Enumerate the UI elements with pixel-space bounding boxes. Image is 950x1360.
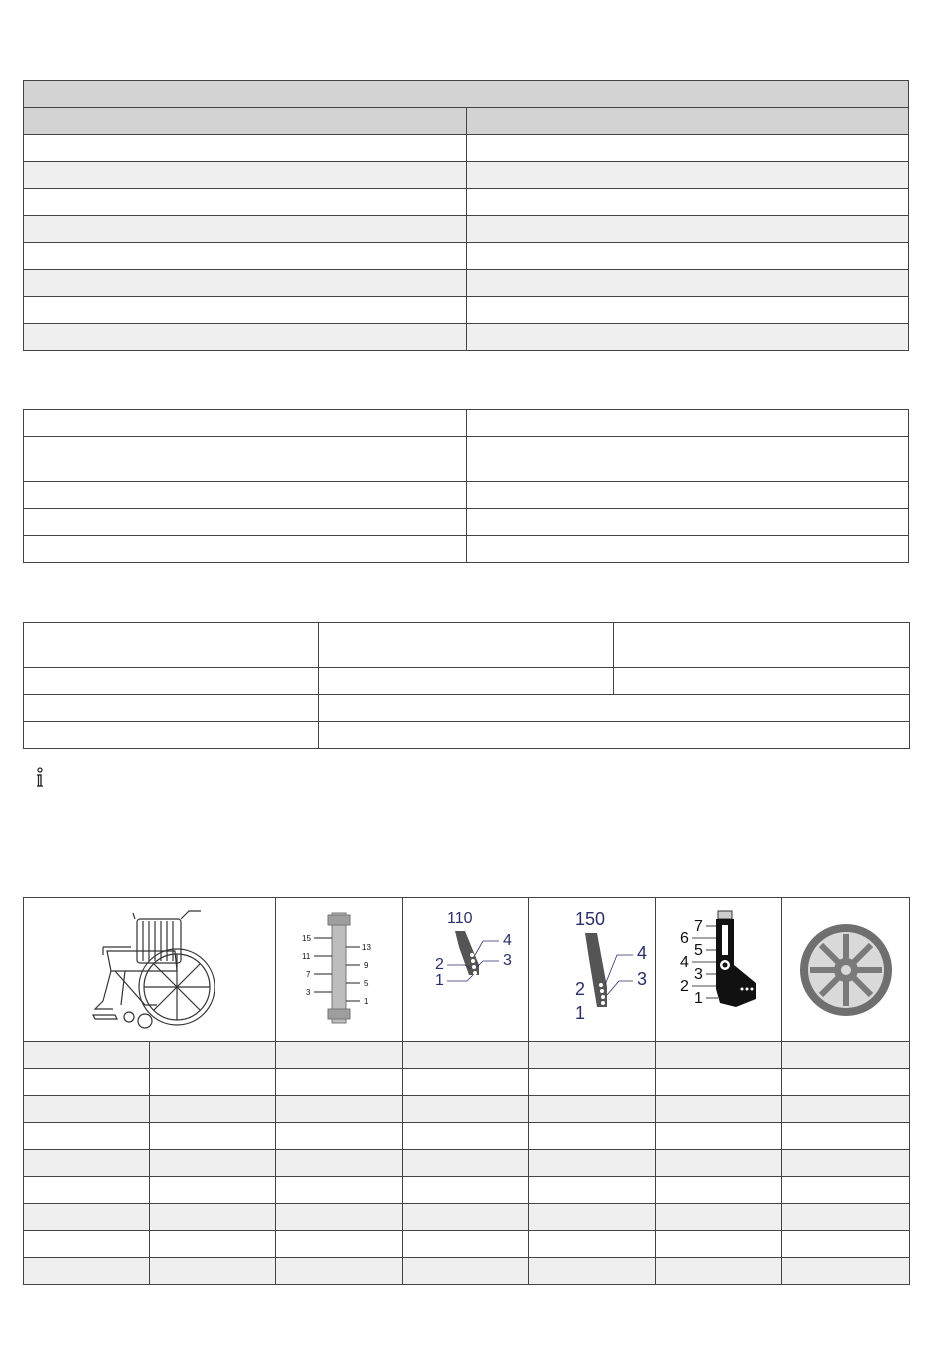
table-row bbox=[24, 1042, 910, 1069]
table-cell bbox=[150, 1204, 276, 1231]
table-cell bbox=[276, 1258, 403, 1285]
table-cell bbox=[24, 1123, 150, 1150]
table-cell bbox=[656, 1069, 782, 1096]
table-cell bbox=[150, 1231, 276, 1258]
table-row bbox=[24, 324, 909, 351]
table-cell bbox=[467, 410, 909, 437]
table-cell bbox=[529, 1096, 656, 1123]
hole-label: 13 bbox=[362, 942, 371, 952]
table-cell bbox=[529, 1069, 656, 1096]
table-cell bbox=[782, 1204, 910, 1231]
table-cell bbox=[24, 410, 467, 437]
table-cell bbox=[614, 668, 910, 695]
table-cell bbox=[656, 1150, 782, 1177]
wheelchair-figure-cell bbox=[24, 898, 276, 1042]
table-cell bbox=[24, 482, 467, 509]
axle-position-label: 7 bbox=[693, 917, 703, 935]
table-row bbox=[24, 189, 909, 216]
table-cell bbox=[150, 1150, 276, 1177]
table-cell bbox=[467, 437, 909, 482]
table-row bbox=[24, 536, 909, 563]
fork-position-label: 2 bbox=[575, 978, 586, 999]
table-cell bbox=[656, 1096, 782, 1123]
table-cell bbox=[467, 482, 909, 509]
table-cell bbox=[24, 722, 319, 749]
spec-table-3 bbox=[23, 622, 910, 749]
table-cell bbox=[529, 1150, 656, 1177]
table-cell bbox=[150, 1096, 276, 1123]
table-cell bbox=[150, 1177, 276, 1204]
axle-plate-diagram bbox=[664, 903, 774, 1037]
header-cell bbox=[466, 108, 909, 135]
table-cell bbox=[319, 722, 910, 749]
fork-position-label: 3 bbox=[502, 951, 512, 969]
fork-150-figure-cell bbox=[529, 898, 656, 1042]
table-cell bbox=[782, 1123, 910, 1150]
table-cell bbox=[276, 1204, 403, 1231]
table-title-cell bbox=[24, 81, 909, 108]
hole-label: 3 bbox=[306, 987, 311, 997]
table-cell bbox=[24, 324, 467, 351]
table-row bbox=[24, 1258, 910, 1285]
table-row bbox=[24, 1177, 910, 1204]
table-cell bbox=[24, 695, 319, 722]
table-cell bbox=[24, 623, 319, 668]
table-cell bbox=[466, 216, 909, 243]
table-row bbox=[24, 695, 910, 722]
table-cell bbox=[276, 1042, 403, 1069]
table-cell bbox=[276, 1123, 403, 1150]
table-cell bbox=[24, 1177, 150, 1204]
hole-label: 7 bbox=[306, 969, 311, 979]
table-cell bbox=[782, 1177, 910, 1204]
table-cell bbox=[24, 1150, 150, 1177]
table-cell bbox=[656, 1258, 782, 1285]
fork-position-label: 4 bbox=[637, 942, 647, 963]
figure-row bbox=[24, 898, 910, 1042]
table-cell bbox=[24, 1231, 150, 1258]
fork-position-label: 1 bbox=[575, 1002, 586, 1023]
fork-size-label: 110 bbox=[446, 909, 473, 927]
axle-position-label: 6 bbox=[679, 929, 689, 947]
hole-label: 9 bbox=[364, 960, 369, 970]
axle-plate-figure-cell bbox=[656, 898, 782, 1042]
table-cell bbox=[529, 1204, 656, 1231]
table-cell bbox=[782, 1150, 910, 1177]
table-row bbox=[24, 1150, 910, 1177]
table-cell bbox=[656, 1204, 782, 1231]
table-header-row bbox=[24, 108, 909, 135]
table-cell bbox=[466, 324, 909, 351]
spec-table-1 bbox=[23, 80, 909, 351]
hole-label: 5 bbox=[364, 978, 369, 988]
table-cell bbox=[319, 695, 910, 722]
spec-table-2 bbox=[23, 409, 909, 563]
table-row bbox=[24, 1096, 910, 1123]
table-cell bbox=[150, 1042, 276, 1069]
table-cell bbox=[466, 162, 909, 189]
table-cell bbox=[529, 1042, 656, 1069]
table-cell bbox=[24, 162, 467, 189]
table-cell bbox=[529, 1177, 656, 1204]
info-icon bbox=[33, 767, 47, 789]
table-row bbox=[24, 270, 909, 297]
table-row bbox=[24, 216, 909, 243]
wheelchair-illustration bbox=[85, 905, 215, 1035]
axle-position-label: 3 bbox=[693, 965, 703, 983]
seat-rail-holes-diagram bbox=[284, 905, 394, 1035]
wheel-figure-cell bbox=[782, 898, 910, 1042]
table-cell bbox=[403, 1150, 529, 1177]
castor-fork-150-diagram bbox=[537, 903, 647, 1037]
table-cell bbox=[150, 1258, 276, 1285]
table-cell bbox=[403, 1096, 529, 1123]
table-row bbox=[24, 482, 909, 509]
table-cell bbox=[24, 1069, 150, 1096]
table-cell bbox=[24, 243, 467, 270]
table-cell bbox=[24, 270, 467, 297]
table-row bbox=[24, 1231, 910, 1258]
table-cell bbox=[24, 437, 467, 482]
table-row bbox=[24, 297, 909, 324]
axle-position-label: 4 bbox=[679, 953, 689, 971]
axle-position-label: 2 bbox=[679, 977, 689, 995]
hole-label: 15 bbox=[302, 933, 311, 943]
table-cell bbox=[782, 1231, 910, 1258]
table-cell bbox=[403, 1177, 529, 1204]
table-cell bbox=[656, 1177, 782, 1204]
table-cell bbox=[276, 1177, 403, 1204]
table-cell bbox=[150, 1069, 276, 1096]
axle-position-label: 5 bbox=[693, 941, 703, 959]
table-cell bbox=[319, 668, 614, 695]
table-cell bbox=[782, 1258, 910, 1285]
table-cell bbox=[276, 1150, 403, 1177]
hole-label: 11 bbox=[302, 951, 311, 961]
table-cell bbox=[319, 623, 614, 668]
table-cell bbox=[24, 1042, 150, 1069]
seat-rail-figure-cell bbox=[276, 898, 403, 1042]
table-cell bbox=[403, 1204, 529, 1231]
table-row bbox=[24, 243, 909, 270]
hole-label: 1 bbox=[364, 996, 369, 1006]
table-title-row bbox=[24, 81, 909, 108]
table-row bbox=[24, 623, 910, 668]
table-cell bbox=[276, 1231, 403, 1258]
table-cell bbox=[529, 1258, 656, 1285]
table-cell bbox=[467, 509, 909, 536]
table-cell bbox=[782, 1096, 910, 1123]
fork-position-label: 1 bbox=[434, 971, 444, 989]
table-cell bbox=[782, 1069, 910, 1096]
table-cell bbox=[466, 243, 909, 270]
table-cell bbox=[467, 536, 909, 563]
table-row bbox=[24, 437, 909, 482]
table-cell bbox=[656, 1123, 782, 1150]
table-cell bbox=[276, 1096, 403, 1123]
table-cell bbox=[466, 297, 909, 324]
wheel-icon bbox=[796, 920, 896, 1020]
table-row bbox=[24, 162, 909, 189]
fork-size-label: 150 bbox=[575, 908, 606, 929]
table-cell bbox=[466, 135, 909, 162]
castor-fork-110-diagram bbox=[411, 903, 521, 1037]
table-cell bbox=[403, 1069, 529, 1096]
table-cell bbox=[276, 1069, 403, 1096]
table-cell bbox=[782, 1042, 910, 1069]
table-cell bbox=[24, 216, 467, 243]
table-row bbox=[24, 1123, 910, 1150]
table-cell bbox=[24, 668, 319, 695]
configuration-table bbox=[23, 897, 910, 1285]
header-cell bbox=[24, 108, 467, 135]
fork-110-figure-cell bbox=[403, 898, 529, 1042]
table-cell bbox=[24, 189, 467, 216]
table-cell bbox=[403, 1231, 529, 1258]
table-cell bbox=[529, 1123, 656, 1150]
table-cell bbox=[24, 509, 467, 536]
fork-position-label: 3 bbox=[637, 968, 647, 989]
table-row bbox=[24, 668, 910, 695]
table-cell bbox=[24, 1204, 150, 1231]
table-row bbox=[24, 135, 909, 162]
fork-position-label: 4 bbox=[502, 931, 512, 949]
table-row bbox=[24, 722, 910, 749]
table-cell bbox=[614, 623, 910, 668]
table-cell bbox=[656, 1042, 782, 1069]
table-cell bbox=[403, 1258, 529, 1285]
table-cell bbox=[466, 189, 909, 216]
table-cell bbox=[403, 1123, 529, 1150]
axle-position-label: 1 bbox=[693, 989, 703, 1007]
table-cell bbox=[24, 1258, 150, 1285]
table-cell bbox=[24, 536, 467, 563]
fork-position-label: 2 bbox=[434, 955, 444, 973]
table-row bbox=[24, 410, 909, 437]
table-cell bbox=[529, 1231, 656, 1258]
table-cell bbox=[24, 297, 467, 324]
table-row bbox=[24, 509, 909, 536]
table-row bbox=[24, 1204, 910, 1231]
table-cell bbox=[24, 135, 467, 162]
table-cell bbox=[466, 270, 909, 297]
table-cell bbox=[150, 1123, 276, 1150]
table-cell bbox=[403, 1042, 529, 1069]
table-row bbox=[24, 1069, 910, 1096]
table-cell bbox=[656, 1231, 782, 1258]
table-cell bbox=[24, 1096, 150, 1123]
